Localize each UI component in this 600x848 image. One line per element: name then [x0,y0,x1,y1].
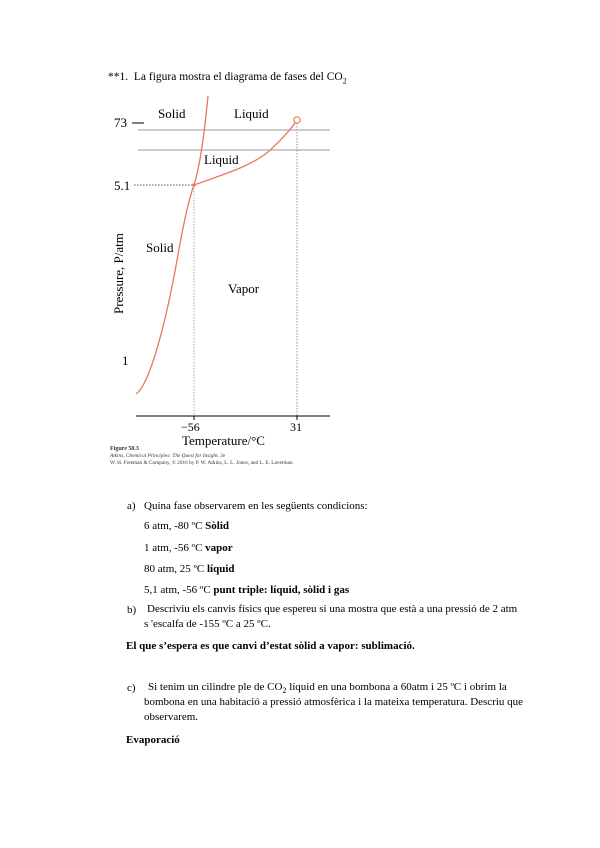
part-b-label: b) [127,604,137,616]
question-text: La figura mostra el diagrama de fases del CO [133,71,343,83]
condition-1 [144,518,229,534]
ytick-1: 1 [122,353,129,368]
condition-1-text: 6 atm, -80 ºC [144,520,203,532]
region-liquid-label: Liquid [204,152,239,167]
xtick-31: 31 [290,420,302,434]
part-a-label: a) [127,500,136,512]
question-1-heading [108,71,347,85]
region-vapor-label: Vapor [228,281,260,296]
part-c-label: c) [127,682,136,694]
condition-2-text: 1 atm, -56 ºC [144,542,203,554]
part-b-answer: El que s’espera es que canvi d’estat sòlid a vapor: sublimació. [126,640,415,652]
ytick-5-1: 5.1 [114,178,131,193]
region-liquid-top-label: Liquid [234,106,269,121]
y-axis-label: Pressure, P/atm [111,233,126,314]
critical-point-marker [294,117,300,123]
melting-curve [194,96,208,185]
part-c-co2-subscript: 2 [282,686,287,696]
xtick-m56: −56 [181,420,200,434]
triple-point-marker [192,183,195,186]
condition-2-answer: vapor [205,542,233,554]
region-solid-label: Solid [146,240,174,255]
region-solid-top-label: Solid [158,106,186,121]
condition-4-text: 5,1 atm, -56 ºC [144,584,211,596]
part-c-line-1b: líquid en una bombona a 60atm i 25 ºC i obrim la [286,681,507,693]
condition-4-answer: punt triple: líquid, sòlid i gas [213,584,350,596]
sublimation-curve [136,185,194,394]
condition-3-text: 80 atm, 25 ºC [144,563,205,575]
condition-3-answer: líquid [207,563,235,575]
condition-3 [144,561,235,577]
figure-caption [110,446,293,467]
caption-line-1: Atkins, Chemical Principles: The Quest for Insight, 3e [110,453,226,459]
co2-phase-diagram [108,96,338,476]
condition-2 [144,540,233,556]
part-a-question: Quina fase observarem en les següents condicions: [144,500,368,512]
condition-1-answer: Sòlid [205,520,230,532]
co2-subscript: 2 [342,76,347,86]
part-b-line-1: Descriviu els canvis físics que espereu si una mostra que està a una pressió de 2 atm [147,603,518,615]
part-c-answer: Evaporació [126,734,180,746]
caption-line-2: W. H. Freeman & Company, © 2016 by P. W. Atkins, L. L. Jones, and L. E. Laverman [110,460,293,466]
condition-4 [144,582,349,598]
figure-number: Figure 50.3 [110,446,139,452]
x-axis-label: Temperature/°C [182,433,265,448]
ytick-73: 73 [114,115,127,130]
part-c-line-3: observarem. [144,711,199,723]
part-c-line-2: bombona en una habitació a pressió atmosfèrica i la mateixa temperatura. Descriu que [144,696,524,708]
part-c-line-1a: Si tenim un cilindre ple de CO [148,681,283,693]
part-b-line-2: s 'escalfa de -155 ºC a 25 ºC. [144,618,271,630]
question-number: **1. [108,71,129,83]
